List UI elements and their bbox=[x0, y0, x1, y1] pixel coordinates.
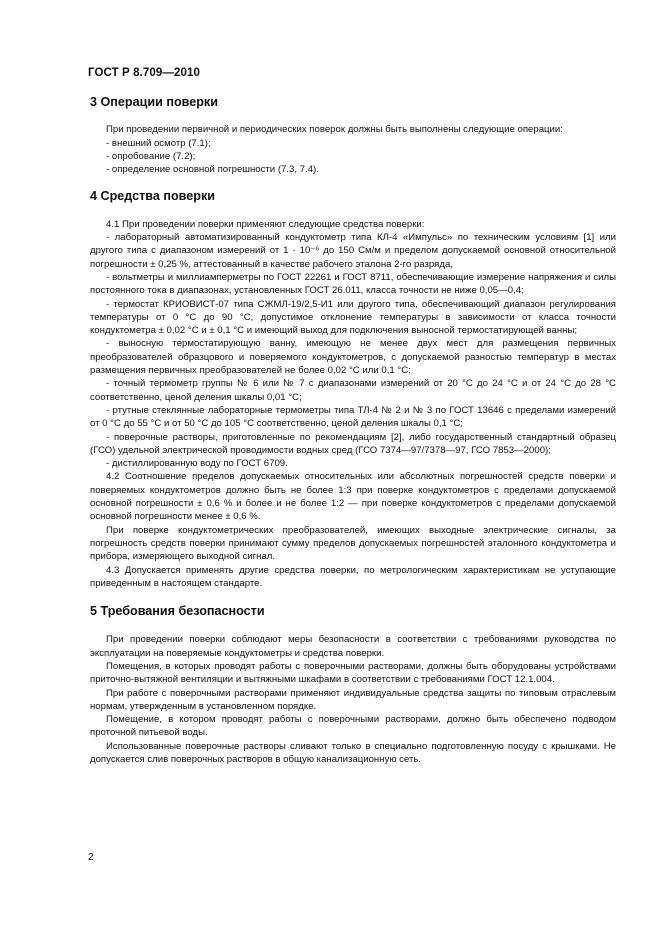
paragraph: При работе с поверочными растворами применяют индивидуальные средства защиты по типовым отраслевым нормам, утвержденным в установленном порядке. bbox=[90, 687, 616, 712]
paragraph: - дистиллированную воду по ГОСТ 6709. bbox=[106, 458, 288, 470]
paragraph: - термостат КРИОВИСТ-07 типа СЖМЛ-19/2,5-И1 или другого типа, обеспечивающий диапазон регулирования температуры от 0 °С до 90 °С, допустимое отклонение температуры в зависимости от класса точности кондуктометра ± 0,02 °С и ± 0,1 °С и имеющий выход для подключения выносной термостатирующей ванны; bbox=[90, 298, 616, 337]
paragraph: Помещения, в которых проводят работы с поверочными растворами, должны быть оборудованы устройствами приточно-вытяжной вентиляции и вытяжными шкафами в соответствии с требованиями ГОСТ 12.1.004. bbox=[90, 660, 616, 686]
page-number: 2 bbox=[88, 852, 94, 863]
paragraph: - поверочные растворы, приготовленные по рекомендациям [2], либо государственный стандартный образец (ГСО) удельной электрической проводимости водных сред (ГСО 7374—97/7378—97, ГСО 7853—2000); bbox=[90, 431, 616, 456]
section-4-title: 4 Средства поверки bbox=[90, 189, 215, 204]
standard-header: ГОСТ Р 8.709—2010 bbox=[88, 67, 200, 79]
paragraph: Помещение, в котором проводят работы с поверочными растворами, должно быть обеспечено подводом проточной питьевой воды. bbox=[90, 714, 616, 739]
section-3-operations bbox=[90, 96, 616, 176]
list-item: - определение основной погрешности (7.3, 7.4). bbox=[106, 164, 319, 176]
paragraph: 4.3 Допускается применять другие средства поверки, по метрологическим характеристикам не уступающие приведенным в настоящем стандарте. bbox=[90, 564, 616, 589]
section-5-title: 5 Требования безопасности bbox=[90, 604, 265, 619]
paragraph: - ртутные стеклянные лабораторные термометры типа ТЛ-4 № 2 и № 3 по ГОСТ 13646 с пределами измерений от 0 °С до 55 °С и от 50 °С до 105 °С соответственно, ценой деления шкалы 0,1 °С; bbox=[90, 404, 616, 430]
paragraph: - лабораторный автоматизированный кондуктометр типа КЛ-4 «Импульс» по техническим условиям [1] или другого типа с диапазоном измерений от 1 · 10⁻⁶ до 150 См/м и пределом допускаемой основной относительной погрешности ± 0,25 %, аттестованный в качестве рабочего эталона 2-го разряда, bbox=[90, 232, 616, 270]
list-item: - опробование (7.2); bbox=[106, 150, 196, 162]
paragraph: - точный термометр группы № 6 или № 7 с диапазонами измерений от 20 °С до 24 °С и от 24 °С до 28 °С соответственно, ценой деления шкалы 0,01 °С; bbox=[90, 378, 616, 403]
paragraph: - вольтметры и миллиамперметры по ГОСТ 22261 и ГОСТ 8711, обеспечивающие измерение напряжения и силы постоянного тока в диапазонах, установленных ГОСТ 26.011, класса точности не ниже 0,05—0,4; bbox=[90, 271, 616, 297]
paragraph: 4.2 Соотношение пределов допускаемых относительных или абсолютных погрешностей средств поверки и поверяемых кондуктометров должно быть не более 1:3 при поверке кондуктометров с пределами допускаемой основной погрешности ± 0,6 % и более и не более 1:2 — при поверке кондуктометров с пределами допускаемой основной погрешности менее ± 0,6 %. bbox=[90, 471, 616, 523]
section-3-title: 3 Операции поверки bbox=[90, 95, 218, 109]
paragraph: - выносную термостатирующую ванну, имеющую не менее двух мест для размещения первичных преобразователей образцового и поверяемого кондуктометров, с допускаемой разностью температур в местах размещения первичных преобразователей не более 0,02 °С или 0,1 °С; bbox=[90, 338, 616, 377]
paragraph: При поверке кондуктометрических преобразователей, имеющих выходные электрические сигналы, за погрешность средств поверки принимают сумму пределов допускаемых погрешностей эталонного кондуктометра и прибора, измеряющего выходной сигнал. bbox=[90, 524, 616, 563]
paragraph: Использованные поверочные растворы сливают только в специально подготовленную посуду с крышками. Не допускается слив поверочных растворов в общую канализационную сеть. bbox=[90, 740, 616, 766]
document-body bbox=[90, 96, 616, 766]
section-4-means bbox=[90, 190, 616, 590]
list-item: - внешний осмотр (7.1); bbox=[106, 137, 211, 149]
paragraph: 4.1 При проведении поверки применяют следующие средства поверки: bbox=[106, 218, 425, 230]
section-5-safety bbox=[90, 605, 616, 766]
section-3-intro: При проведении первичной и периодических поверок должны быть выполнены следующие операции: bbox=[106, 124, 563, 136]
paragraph: При проведении поверки соблюдают меры безопасности в соответствии с требованиями руководства по эксплуатации на поверяемые кондуктометры и средства поверки. bbox=[90, 634, 616, 659]
